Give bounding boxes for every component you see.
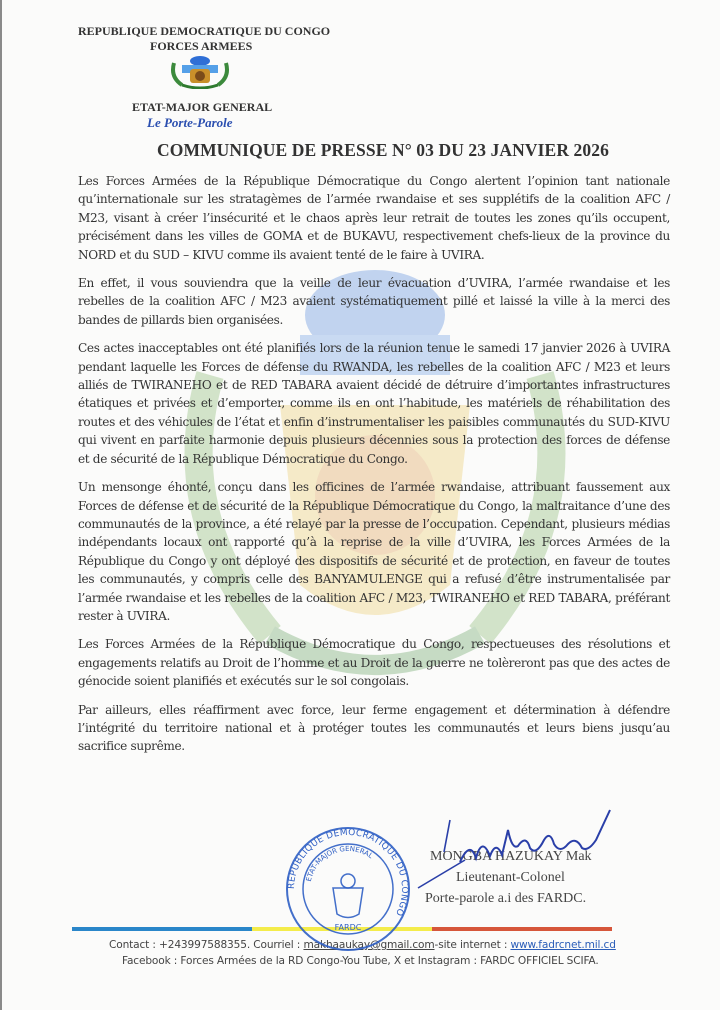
stamp-bottom-text: FARDC (334, 923, 362, 932)
svg-text:ETAT-MAJOR GENERAL (305, 845, 375, 882)
stamp-inner-text: ETAT-MAJOR GENERAL (304, 844, 375, 883)
website-link[interactable]: www.fadrcnet.mil.cd (510, 939, 616, 951)
page-edge (0, 0, 2, 1010)
flag-stripe-red (432, 927, 612, 931)
stamp-outer-text: REPUBLIQUE DEMOCRATIQUE DU CONGO (286, 827, 410, 918)
communique-body (78, 172, 670, 766)
paragraph: Un mensonge éhonté, conçu dans les officines de l’armée rwandaise, attribuant faussement aux Forces de défense et de sécurité de la République Démocratique du Congo, la maltraitance d’une des communautés de la province, a été relayé par la presse de l’occupation. Cependant, plusieurs médias indépendants locaux ont rapporté qu’à la reprise de la ville d’UVIRA, les Forces Armées de la République du Congo y ont déployé des dispositifs de sécurité et de protection, en faveur de toutes les communautés, y compris celle des BANYAMULENGE qui a refusé d’être instrumentalisée par l’armée rwandaise et les rebelles de la coalition AFC / M23, TWIRANEHO et RED TABARA, préférant rester à UVIRA. (78, 480, 670, 623)
site-label: -site internet : (434, 939, 511, 951)
header-office: Le Porte-Parole (147, 115, 233, 130)
footer-social: Facebook : Forces Armées de la RD Congo-You Tube, X et Instagram : FARDC OFFICIEL SCIFA. (122, 955, 599, 967)
paragraph: Les Forces Armées de la République Démocratique du Congo alertent l’opinion tant nationale qu’internationale sur les stratagèmes de l’armée rwandaise et ses supplétifs de la coalition AFC / M23, visant à créer l’insécurité et le chaos après leur retrait de toutes les zones qu’ils occupent, précisément dans les villes de GOMA et de BUKAVU, respectivement chefs-lieux de la province du NORD et du SUD – KIVU comme ils avaient tenté de le faire à UVIRA. (78, 174, 670, 262)
official-stamp-icon (285, 826, 411, 952)
email-link[interactable]: makhaaukay@gmail.com (303, 939, 435, 951)
paragraph: Les Forces Armées de la République Démocratique du Congo, respectueuses des résolutions et engagements relatifs au Droit de l’homme et au Droit de la guerre ne tolèreront pas que des actes de génocide soient planifiés et exécutés sur le sol congolais. (78, 637, 670, 689)
flag-stripe-blue (72, 927, 252, 931)
signatory-name: MONGBA HAZUKAY Mak (430, 849, 592, 864)
signatory-role: Porte-parole a.i des FARDC. (425, 891, 587, 906)
header-institution: FORCES ARMEES (150, 39, 253, 53)
paragraph: En effet, il vous souviendra que la veille de leur évacuation d’UVIRA, l’armée rwandaise et les rebelles de la coalition AFC / M23 avaient systématiquement pillé et laissé la ville à la merci des bandes de pillards bien organisées. (78, 276, 670, 327)
signatory-rank: Lieutenant-Colonel (456, 870, 565, 885)
fardc-emblem-icon (168, 53, 232, 89)
header-country: REPUBLIQUE DEMOCRATIQUE DU CONGO (78, 24, 331, 38)
contact-label: Contact : +243997588355. Courriel : (109, 939, 304, 951)
paragraph: Ces actes inacceptables ont été planifiés lors de la réunion tenue le samedi 17 janvier 2026 à UVIRA pendant laquelle les Forces de défense du RWANDA, les rebelles de la coalition AFC / M23 et leurs alliés de TWIRANEHO et de RED TABARA avaient décidé de détruire d’importantes infrastructures étatiques et privées et d’emporter, comme ils en ont l’habitude, les matériels de réhabilitation des routes et des véhicules de l’état et enfin d’instrumentaliser les paisibles communautés du SUD-KIVU qui vivent en parfaite harmonie depuis plusieurs décennies sous la protection des forces de défense et de sécurité de la République Démocratique du Congo. (78, 341, 670, 466)
paragraph: Par ailleurs, elles réaffirment avec force, leur ferme engagement et détermination à défendre l’intégrité du territoire national et à protéger toutes les communautés et leurs biens jusqu’au sacrifice suprême. (78, 702, 670, 754)
page-title: COMMUNIQUE DE PRESSE N° 03 DU 23 JANVIER 2026 (157, 140, 609, 160)
header-department: ETAT-MAJOR GENERAL (132, 100, 273, 114)
